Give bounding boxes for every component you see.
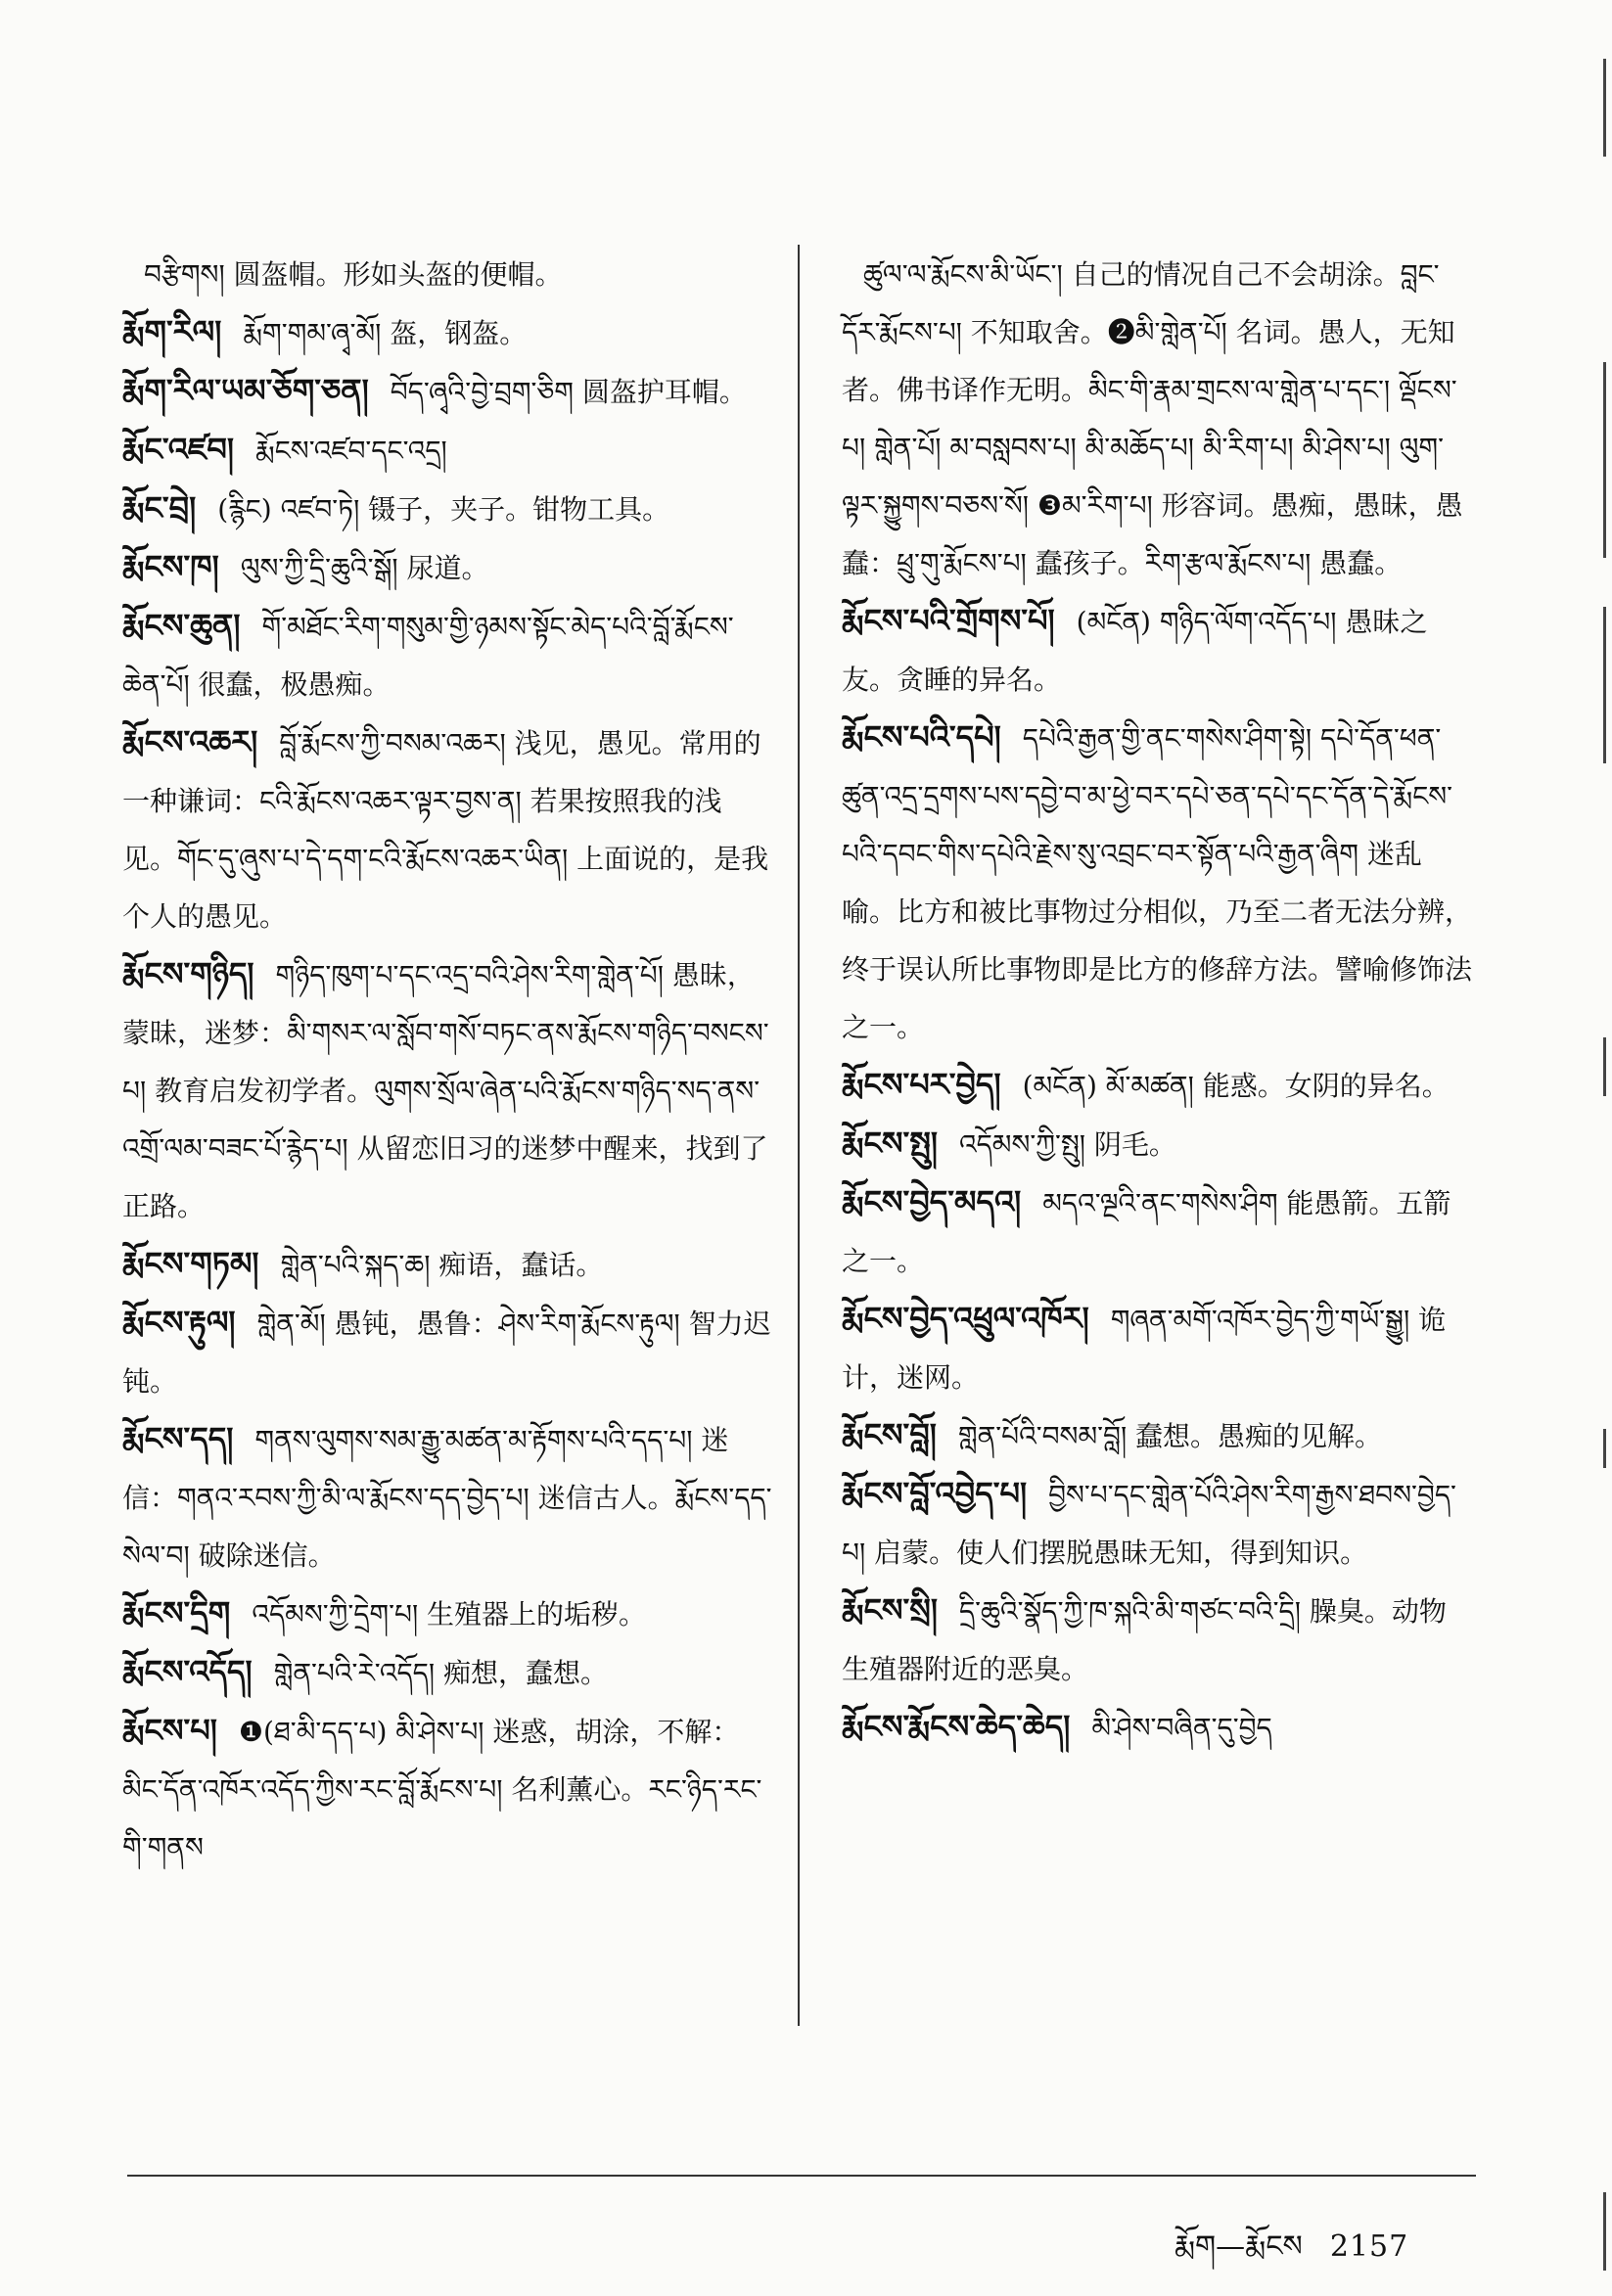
definition: མདའ་ལྔའི་ནང་གསེས་ཤིག 能愚箭。五箭之一。 [842, 1187, 1451, 1277]
definition: (རྙིང) འཛབ་ཏེ། 镊子，夹子。钳物工具。 [217, 493, 670, 526]
entry [122, 1643, 773, 1702]
definition: གཞན་མགོ་འཁོར་བྱེད་ཀྱི་གཡོ་སྒྱུ། 诡计，迷网。 [842, 1304, 1447, 1394]
page-footer [1174, 2214, 1408, 2296]
headword: རྨོངས་པའི་གྲོགས་པོ། [842, 602, 1055, 639]
headword: རྨོངས་རྨོངས་ཆེད་ཆེད། [842, 1708, 1071, 1745]
definition: མི་ཤེས་བཞིན་དུ་བྱེད [1091, 1712, 1272, 1744]
entry [842, 245, 1473, 592]
headword: རྨོངས་བློ་འབྱེད་པ། [842, 1475, 1028, 1512]
definition: གཉིད་ཁུག་པ་དང་འདྲ་བའི་ཤེས་རིག་གླེན་པོ། 愚昧，蒙昧，迷梦：མི་གསར་ལ་སློབ་གསོ་བཏང་ནས་རྨོངས་གཉིད་བསངས་པ། 教育启发初学者。ལུགས་སྲོལ་ཞེན་པའི་རྨོངས་གཉིད་སད་ནས་འགྲོ་ལམ་བཟང་པོ་རྙེད་པ། 从留恋旧习的迷梦中醒来，找到了正路。 [122, 959, 769, 1222]
headword: རྨོངས་དྲིག [122, 1594, 231, 1631]
entry [122, 421, 773, 480]
definition: གོ་མཐོང་རིག་གསུམ་གྱི་ཉམས་སྟོང་མེད་པའི་བློ་རྨོངས་ཆེན་པོ། 很蠢，极愚痴。 [122, 611, 734, 701]
entry [842, 1406, 1473, 1465]
page-number: 2157 [1329, 2229, 1409, 2264]
entry [122, 538, 773, 597]
entry [122, 303, 773, 362]
headword: རྨོངས་ཆུན། [122, 607, 241, 644]
definition: བོད་ཞྭའི་བྱེ་བྲག་ཅིག 圆盔护耳帽。 [390, 376, 747, 408]
entry [122, 1702, 773, 1876]
definition: འདོམས་ཀྱི་སྤུ། 阴毛。 [958, 1128, 1176, 1161]
definition: རྨོངས་འཛབ་དང་འདྲ། [254, 435, 447, 467]
entry [122, 713, 773, 945]
right-column [842, 245, 1473, 1757]
headword: རྨོངས་འདོད། [122, 1653, 253, 1690]
headword: རྨོངས་གཏམ། [122, 1245, 259, 1282]
entry [842, 709, 1473, 1056]
entry [842, 1173, 1473, 1290]
definition: གླེན་པའི་རེ་འདོད། 痴想，蠢想。 [273, 1657, 609, 1689]
headword: རྨོངས་ཁ། [122, 548, 219, 585]
headword: རྨོངས་སྲི། [842, 1591, 938, 1629]
entry [122, 1294, 773, 1410]
headword: རྨོངས་བྱེད་མདའ། [842, 1183, 1022, 1220]
entry [122, 1584, 773, 1643]
page-range: རྨོག—རྨོངས [1174, 2229, 1303, 2264]
entry [842, 1290, 1473, 1406]
headword: རྨོངས་བློ། [842, 1416, 937, 1453]
definition: རྨོག་གམ་ཞྭ་མོ། 盔，钢盔。 [243, 317, 528, 349]
definition: བྱིས་པ་དང་གླེན་པོའི་ཤེས་རིག་རྒྱས་ཐབས་བྱེད་པ། 启蒙。使人们摆脱愚昧无知，得到知识。 [842, 1479, 1456, 1569]
definition: གླེན་པོའི་བསམ་བློ། 蠢想。愚痴的见解。 [957, 1420, 1383, 1452]
headword: རྨོག་རིལ་ཡམ་ཅོག་ཅན། [122, 372, 369, 409]
definition: གནས་ལུགས་སམ་རྒྱུ་མཚན་མ་རྟོགས་པའི་དད་པ། 迷信：གནའ་རབས་ཀྱི་མི་ལ་རྨོངས་དད་བྱེད་པ། 迷信古人。རྨོངས་དད་སེལ་བ། 破除迷信。 [122, 1424, 772, 1572]
headword: རྨོངས་པ། [122, 1712, 217, 1749]
definition: (མངོན) མོ་མཚན། 能惑。女阴的异名。 [1022, 1070, 1450, 1102]
scan-margin-marks [1583, 59, 1612, 2271]
entry [842, 1115, 1473, 1173]
entry: བརྩིགས། 圆盔帽。形如头盔的便帽。 [144, 258, 563, 291]
column-divider [798, 245, 800, 2026]
entry [122, 480, 773, 538]
left-column [122, 245, 773, 1876]
entry [842, 1465, 1473, 1582]
headword: རྨོང་འཛབ། [122, 431, 234, 468]
entry [842, 1698, 1473, 1757]
entry [122, 597, 773, 713]
footer-rule [127, 2175, 1476, 2177]
headword: རྨོངས་པར་བྱེད། [842, 1066, 1001, 1103]
headword: རྨོངས་སྤུ། [842, 1125, 938, 1162]
entry [122, 362, 773, 421]
headword: རྨོངས་པའི་དཔེ། [842, 718, 1001, 756]
headword: རྨོག་རིལ། [122, 313, 222, 350]
headword: རྨོངས་གཉིད། [122, 955, 254, 992]
definition: ལུས་ཀྱི་དྲི་ཆུའི་སྒོ། 尿道。 [240, 552, 489, 584]
definition: ཚུལ་ལ་རྨོངས་མི་ཡོང་། 自己的情况自己不会胡涂。བླང་དོར་རྨོངས་པ། 不知取舍。❷མི་གླེན་པོ། 名词。愚人，无知者。佛书译作无明。མིང་གི་རྣམ་གྲངས་ལ་གླེན་པ་དང་། ལྡོངས་པ། གླེན་པོ། མ་བསླབས་པ། མི་མཆོད་པ། མི་རིག་པ། མི་ཤེས་པ། ལུག་ལྟར་སྐྱུགས་བཅས་སོ། ❸མ་རིག་པ། 形容词。愚痴，愚昧，愚蠢：ཕྲུ་གུ་རྨོངས་པ། 蠢孩子。རིག་རྩལ་རྨོངས་པ། 愚蠢。 [842, 258, 1463, 579]
entry [122, 1410, 773, 1584]
headword: རྨོངས་འཆར། [122, 723, 258, 760]
definition: དཔེའི་རྒྱན་གྱི་ནང་གསེས་ཤིག་སྟེ། དཔེ་དོན་ཕན་ཚུན་འདྲ་དྲགས་པས་དབྱེ་བ་མ་ཕྱེ་བར་དཔེ་ཅན་དཔེ་དང་དོན་དེ་རྨོངས་པའི་དབང་གིས་དཔེའི་རྗེས་སུ་འབྲང་བར་སྟོན་པའི་རྒྱན་ཞིག 迷乱喻。比方和被比事物过分相似，乃至二者无法分辨，终于误认所比事物即是比方的修辞方法。譬喻修饰法之一。 [842, 722, 1473, 1043]
definition: གླེན་མོ། 愚钝，愚鲁：ཤེས་རིག་རྨོངས་རྟུལ། 智力迟钝。 [122, 1308, 771, 1398]
entry [842, 592, 1473, 709]
headword: རྨོངས་དད། [122, 1420, 234, 1457]
definition: ❶(ཐ་མི་དད་པ) མི་ཤེས་པ། 迷惑，胡涂，不解：མིང་དོན་འཁོར་འདོད་ཀྱིས་རང་བློ་རྨོངས་པ། 名利薰心。རང་ཉིད་རང་གི་གནས [122, 1716, 762, 1863]
entry [842, 1582, 1473, 1698]
definition: བློ་རྨོངས་ཀྱི་བསམ་འཆར། 浅见，愚见。常用的一种谦词：ངའི་རྨོངས་འཆར་ལྟར་བྱས་ན། 若果按照我的浅见。གོང་དུ་ཞུས་པ་དེ་དག་ངའི་རྨོངས་འཆར་ཡིན། 上面说的，是我个人的愚见。 [122, 727, 769, 933]
definition: འདོམས་ཀྱི་དྲེག་པ། 生殖器上的垢秽。 [252, 1598, 647, 1630]
headword: རྨོངས་རྟུལ། [122, 1304, 236, 1341]
headword: རྨོངས་བྱེད་འཕྲུལ་འཁོར། [842, 1300, 1089, 1337]
entry [842, 1056, 1473, 1115]
entry [122, 1235, 773, 1294]
definition: (མངོན) གཉིད་ལོག་འདོད་པ། 愚昧之友。贪睡的异名。 [842, 606, 1428, 696]
headword: རྨོང་བྲེ། [122, 489, 197, 527]
definition: དྲི་ཆུའི་སྣོད་ཀྱི་ཁ་སྐའི་མི་གཙང་བའི་དྲི། 臊臭。动物生殖器附近的恶臭。 [842, 1595, 1447, 1685]
definition: གླེན་པའི་སྐད་ཆ། 痴语，蠢话。 [280, 1249, 604, 1281]
entry [122, 945, 773, 1235]
